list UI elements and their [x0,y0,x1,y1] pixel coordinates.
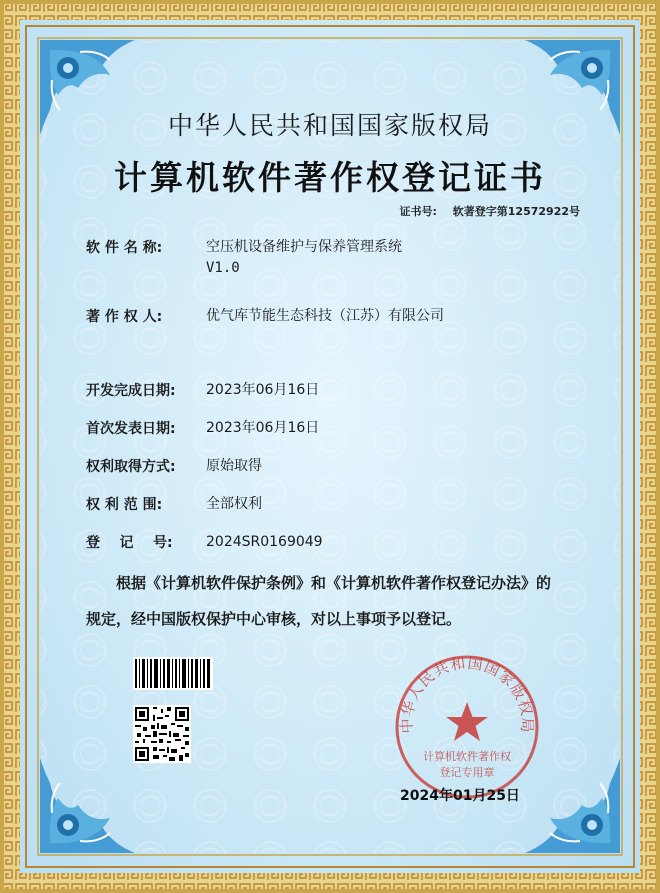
field-label: 登 记 号: [86,535,173,551]
software-version-value: V1.0 [206,260,240,276]
field-value [206,237,586,279]
seal-inner-line-2: 登记专用章 [439,766,495,779]
seal-outer-text: 中华人民共和国国家版权局 [397,653,537,734]
qr-code [133,705,191,763]
software-name-value: 空压机设备维护与保养管理系统 [206,239,402,255]
field-value: 2023年06月16日 [206,382,320,398]
issue-date: 2024年01月25日 [400,788,520,804]
field-label: 著 作 权 人: [86,309,163,325]
field-value: 优气库节能生态科技（江苏）有限公司 [206,308,444,324]
certificate-number [400,203,580,219]
field-label: 开发完成日期: [86,383,176,399]
certificate-title: 计算机软件著作权登记证书 [114,158,546,197]
field-label: 权 利 范 围: [86,497,163,513]
field-value: 全部权利 [206,496,262,512]
registration-statement [86,565,586,637]
official-seal [392,652,542,802]
field-label: 首次发表日期: [86,421,176,437]
field-label: 权利取得方式: [86,459,176,475]
seal-inner-line-1: 计算机软件著作权 [423,750,511,763]
certificate-number-value: 软著登字第12572922号 [452,205,580,218]
field-value: 原始取得 [206,458,262,474]
statement-line-2: 规定，经中国版权保护中心审核，对以上事项予以登记。 [86,610,462,628]
issuing-authority: 中华人民共和国国家版权局 [167,111,492,140]
statement-line-1: 根据《计算机软件保护条例》和《计算机软件著作权登记办法》的 [116,574,552,592]
barcode [133,657,213,690]
certificate-number-label: 证书号: [399,205,437,218]
field-value: 2023年06月16日 [206,420,320,436]
field-value: 2024SR0169049 [206,534,323,550]
field-label: 软 件 名 称: [86,240,163,256]
